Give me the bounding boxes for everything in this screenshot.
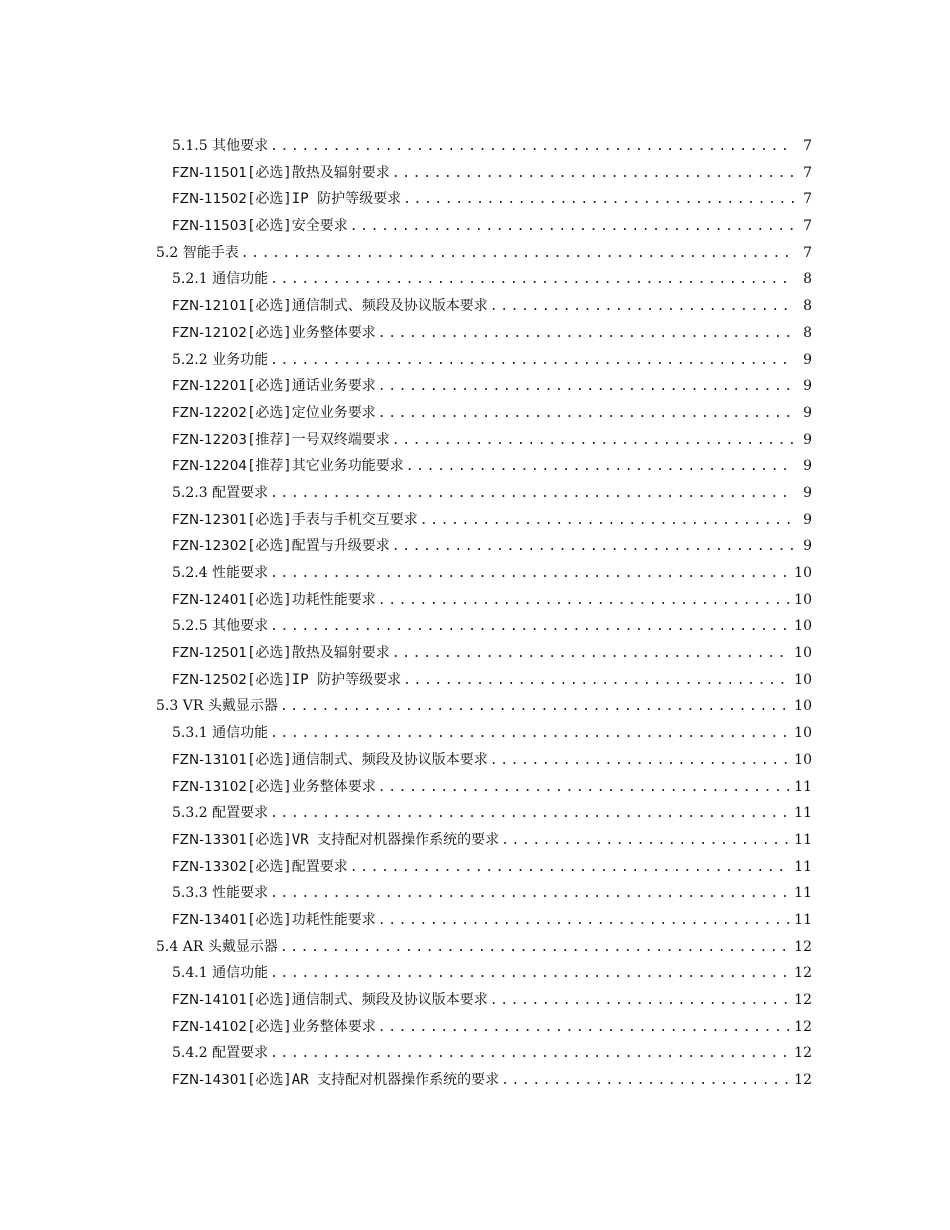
- requirement-code: FZN-12203: [172, 431, 247, 448]
- dot-leader: [392, 641, 790, 668]
- dot-leader: [270, 801, 790, 828]
- toc-page-number: 12: [794, 992, 812, 1008]
- dot-leader: [280, 935, 790, 962]
- requirement-tag: [必选]: [246, 858, 292, 875]
- dot-leader: [378, 374, 794, 401]
- toc-entry-title: 5.2.2 业务功能: [172, 351, 269, 368]
- toc-entry[interactable]: [0, 613, 950, 640]
- toc-entry-title: 5.2.5 其他要求: [172, 618, 269, 635]
- toc-page-number: 9: [803, 431, 812, 448]
- requirement-tag: [必选]: [246, 164, 292, 181]
- dot-leader: [270, 348, 794, 375]
- dot-leader: [270, 267, 794, 294]
- dot-leader: [392, 428, 794, 455]
- requirement-code: FZN-13102: [172, 778, 247, 795]
- toc-entry-title: 通信制式、频段及协议版本要求: [291, 298, 488, 315]
- toc-page-number: 9: [803, 404, 812, 421]
- dot-leader: [378, 321, 794, 348]
- toc-page-number: 12: [794, 938, 812, 955]
- toc-entry-title: 业务整体要求: [291, 324, 376, 341]
- toc-entry-title: 业务整体要求: [291, 1018, 376, 1035]
- toc-entry-title: 散热及辐射要求: [291, 645, 390, 662]
- toc-entry-title: 其它业务功能要求: [291, 458, 404, 475]
- toc-entry-title: 配置要求: [291, 858, 348, 875]
- dot-leader: [241, 241, 794, 268]
- dot-leader: [406, 454, 794, 481]
- toc-entry[interactable]: [0, 266, 950, 293]
- toc-entry[interactable]: [0, 560, 950, 587]
- requirement-tag: [必选]: [246, 671, 292, 688]
- dot-leader: [270, 561, 790, 588]
- dot-leader: [270, 721, 790, 748]
- dot-leader: [378, 401, 794, 428]
- toc-entry-title: 通信制式、频段及协议版本要求: [291, 992, 488, 1008]
- requirement-code: FZN-12302: [172, 538, 247, 555]
- toc-entry[interactable]: [0, 427, 950, 454]
- toc-entry[interactable]: [0, 240, 950, 267]
- requirement-code: FZN-12301: [172, 511, 247, 528]
- toc-entry[interactable]: [0, 373, 950, 400]
- requirement-code: FZN-14301: [172, 1072, 247, 1089]
- requirement-tag: [必选]: [246, 538, 292, 555]
- toc-entry[interactable]: [0, 774, 950, 801]
- toc-page-number: 10: [794, 591, 812, 608]
- toc-entry-title: 一号双终端要求: [291, 431, 390, 448]
- requirement-code: FZN-12202: [172, 404, 247, 421]
- requirement-code: FZN-13301: [172, 831, 247, 848]
- toc-entry-title: 5.3.3 性能要求: [172, 885, 269, 902]
- toc-page-number: 7: [803, 191, 812, 208]
- requirement-code: FZN-14101: [172, 992, 247, 1008]
- toc-page-number: 9: [803, 538, 812, 555]
- toc-entry[interactable]: [0, 720, 950, 747]
- toc-page-number: 7: [803, 138, 812, 154]
- toc-page-number: 12: [794, 1018, 812, 1035]
- requirement-code: FZN-12102: [172, 324, 247, 341]
- toc-entry-title: 定位业务要求: [291, 404, 376, 421]
- toc-entry[interactable]: [0, 854, 950, 881]
- toc-entry-title: 5.3 VR 头戴显示器: [156, 698, 278, 715]
- dot-leader: [270, 481, 794, 508]
- toc-entry-title: 5.1.5 其他要求: [172, 138, 269, 154]
- dot-leader: [490, 988, 790, 1015]
- dot-leader: [270, 134, 794, 161]
- requirement-tag: [必选]: [246, 778, 292, 795]
- dot-leader: [392, 534, 794, 561]
- dot-leader: [378, 1015, 790, 1042]
- dot-leader: [378, 908, 790, 935]
- toc-page-number: 9: [803, 511, 812, 528]
- toc-entry-title: 通信制式、频段及协议版本要求: [291, 751, 488, 768]
- toc-entry[interactable]: [0, 587, 950, 614]
- toc-entry[interactable]: [0, 507, 950, 534]
- requirement-code: FZN-11503: [172, 218, 247, 235]
- toc-entry[interactable]: [0, 480, 950, 507]
- toc-page-number: 11: [794, 831, 812, 848]
- toc-page-number: 9: [803, 378, 812, 395]
- dot-leader: [280, 694, 790, 721]
- toc-page-number: 11: [794, 858, 812, 875]
- dot-leader: [403, 668, 790, 695]
- requirement-code: FZN-13302: [172, 858, 247, 875]
- requirement-code: FZN-13401: [172, 911, 247, 928]
- requirement-tag: [必选]: [246, 911, 292, 928]
- toc-entry-title: IP 防护等级要求: [291, 191, 402, 208]
- dot-leader: [501, 828, 790, 855]
- toc-entry-title: 功耗性能要求: [291, 591, 376, 608]
- toc-entry-title: 功耗性能要求: [291, 911, 376, 928]
- requirement-code: FZN-12502: [172, 671, 247, 688]
- toc-page-number: 8: [803, 298, 812, 315]
- requirement-tag: [必选]: [246, 1072, 292, 1089]
- requirement-tag: [必选]: [246, 645, 292, 662]
- toc-entry-title: VR 支持配对机器操作系统的要求: [291, 831, 500, 848]
- requirement-code: FZN-14102: [172, 1018, 247, 1035]
- toc-entry-title: 配置与升级要求: [291, 538, 390, 555]
- requirement-code: FZN-13101: [172, 751, 247, 768]
- dot-leader: [490, 748, 790, 775]
- toc-entry-title: 5.2 智能手表: [156, 244, 239, 261]
- toc-entry-title: AR 支持配对机器操作系统的要求: [291, 1072, 500, 1089]
- toc-page-number: 9: [803, 484, 812, 501]
- requirement-tag: [必选]: [246, 378, 292, 395]
- toc-page-number: 7: [803, 244, 812, 261]
- toc-entry[interactable]: [0, 453, 950, 480]
- requirement-tag: [必选]: [246, 591, 292, 608]
- toc-entry[interactable]: [0, 533, 950, 560]
- dot-leader: [270, 614, 790, 641]
- toc-page-number: 8: [803, 271, 812, 288]
- toc-entry[interactable]: [0, 960, 950, 987]
- toc-page-number: 11: [794, 778, 812, 795]
- toc-entry-title: 5.2.1 通信功能: [172, 271, 269, 288]
- toc-entry-title: 5.2.4 性能要求: [172, 565, 269, 581]
- dot-leader: [490, 294, 794, 321]
- toc-entry[interactable]: [0, 133, 950, 160]
- toc-page-number: 10: [794, 725, 812, 742]
- toc-entry[interactable]: [0, 800, 950, 827]
- toc-entry[interactable]: [0, 186, 950, 213]
- toc-entry[interactable]: [0, 213, 950, 240]
- dot-leader: [270, 961, 790, 988]
- toc-page-number: 10: [794, 671, 812, 688]
- toc-entry-title: 散热及辐射要求: [291, 164, 390, 181]
- requirement-tag: [推荐]: [246, 458, 292, 475]
- requirement-tag: [必选]: [246, 831, 292, 848]
- toc-entry[interactable]: [0, 747, 950, 774]
- toc-page-number: 10: [794, 645, 812, 662]
- toc-entry-title: 手表与手机交互要求: [291, 511, 418, 528]
- toc-entry[interactable]: [0, 640, 950, 667]
- requirement-code: FZN-12101: [172, 298, 247, 315]
- toc-entry[interactable]: [0, 293, 950, 320]
- toc-page-number: 10: [794, 698, 812, 715]
- toc-entry[interactable]: [0, 1040, 950, 1067]
- requirement-tag: [必选]: [246, 511, 292, 528]
- requirement-tag: [必选]: [246, 324, 292, 341]
- requirement-tag: [推荐]: [246, 431, 292, 448]
- toc-page-number: 11: [794, 805, 812, 822]
- dot-leader: [420, 508, 794, 535]
- requirement-code: FZN-12401: [172, 591, 247, 608]
- dot-leader: [392, 161, 794, 188]
- toc-entry[interactable]: [0, 320, 950, 347]
- toc-page-number: 11: [794, 911, 812, 928]
- toc-entry[interactable]: [0, 880, 950, 907]
- dot-leader: [501, 1068, 790, 1095]
- toc-page-number: 10: [794, 565, 812, 581]
- toc-entry[interactable]: [0, 347, 950, 374]
- requirement-code: FZN-11501: [172, 164, 247, 181]
- toc-entry-title: 5.4.1 通信功能: [172, 965, 269, 982]
- dot-leader: [403, 187, 794, 214]
- dot-leader: [270, 1041, 790, 1068]
- requirement-tag: [必选]: [246, 1018, 292, 1035]
- requirement-code: FZN-12201: [172, 378, 247, 395]
- toc-entry[interactable]: [0, 1014, 950, 1041]
- toc-page-number: 12: [794, 1045, 812, 1062]
- toc-entry-title: IP 防护等级要求: [291, 671, 402, 688]
- requirement-code: FZN-11502: [172, 191, 247, 208]
- toc-entry-title: 5.2.3 配置要求: [172, 484, 269, 501]
- toc-page-number: 10: [794, 751, 812, 768]
- toc-entry-title: 5.3.1 通信功能: [172, 725, 269, 742]
- toc-entry[interactable]: [0, 160, 950, 187]
- toc-page-number: 7: [803, 164, 812, 181]
- toc-page-number: 9: [803, 458, 812, 475]
- requirement-tag: [必选]: [246, 404, 292, 421]
- requirement-tag: [必选]: [246, 191, 292, 208]
- toc-page-number: 12: [794, 965, 812, 982]
- toc-page-number: 12: [794, 1072, 812, 1089]
- toc-entry-title: 通话业务要求: [291, 378, 376, 395]
- requirement-tag: [必选]: [246, 992, 292, 1008]
- toc-entry-title: 5.4 AR 头戴显示器: [156, 938, 278, 955]
- requirement-tag: [必选]: [246, 298, 292, 315]
- toc-entry[interactable]: [0, 827, 950, 854]
- dot-leader: [350, 214, 794, 241]
- toc-entry[interactable]: [0, 987, 950, 1014]
- toc-page-number: 10: [794, 618, 812, 635]
- requirement-code: FZN-12501: [172, 645, 247, 662]
- dot-leader: [378, 775, 790, 802]
- toc-entry-title: 5.4.2 配置要求: [172, 1045, 269, 1062]
- dot-leader: [270, 881, 790, 908]
- toc-page-number: 11: [794, 885, 812, 902]
- toc-entry[interactable]: [0, 934, 950, 961]
- toc-entry[interactable]: [0, 693, 950, 720]
- dot-leader: [350, 855, 790, 882]
- requirement-tag: [必选]: [246, 751, 292, 768]
- toc-page-number: 8: [803, 324, 812, 341]
- toc-entry[interactable]: [0, 667, 950, 694]
- toc-entry-title: 安全要求: [291, 218, 348, 235]
- toc-page-number: 9: [803, 351, 812, 368]
- toc-entry-title: 5.3.2 配置要求: [172, 805, 269, 822]
- toc-entry[interactable]: [0, 1067, 950, 1094]
- table-of-contents: [0, 133, 950, 1094]
- toc-entry[interactable]: [0, 400, 950, 427]
- requirement-code: FZN-12204: [172, 458, 247, 475]
- toc-entry-title: 业务整体要求: [291, 778, 376, 795]
- toc-entry[interactable]: [0, 907, 950, 934]
- requirement-tag: [必选]: [246, 218, 292, 235]
- dot-leader: [378, 588, 790, 615]
- toc-page-number: 7: [803, 218, 812, 235]
